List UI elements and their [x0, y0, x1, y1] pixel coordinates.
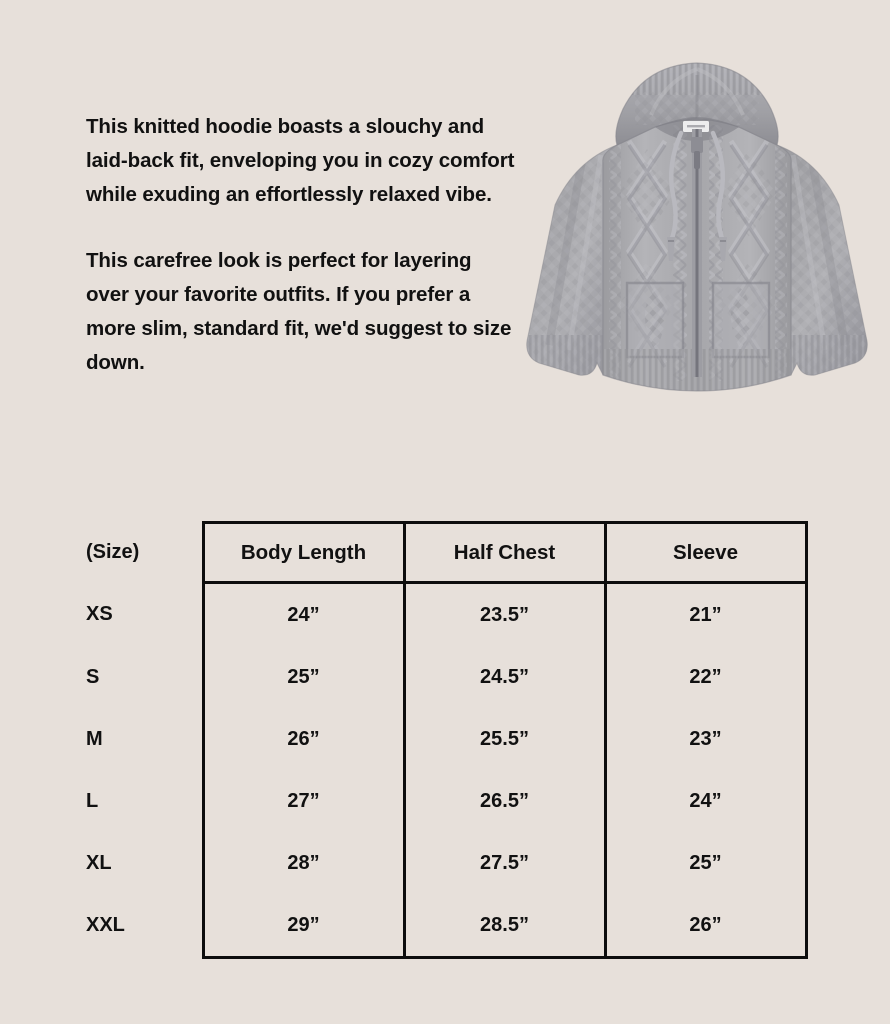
row-sleeve: 23”: [605, 708, 806, 770]
product-image-hoodie: [505, 45, 890, 455]
column-header-half-chest: Half Chest: [404, 523, 605, 583]
size-chart: [86, 521, 806, 961]
row-half-chest: 26.5”: [404, 770, 605, 832]
row-sleeve: 21”: [605, 583, 806, 647]
row-body-length: 27”: [203, 770, 404, 832]
size-column-header: (Size): [86, 541, 140, 563]
row-sleeve: 24”: [605, 770, 806, 832]
row-body-length: 25”: [203, 646, 404, 708]
table-row: [86, 770, 806, 832]
row-sleeve: 25”: [605, 832, 806, 894]
row-body-length: 24”: [203, 583, 404, 647]
row-half-chest: 28.5”: [404, 894, 605, 958]
table-row: [86, 832, 806, 894]
row-size-label: XXL: [86, 914, 125, 937]
row-sleeve: 26”: [605, 894, 806, 958]
size-chart-header: [86, 523, 806, 583]
row-half-chest: 27.5”: [404, 832, 605, 894]
size-chart-table: [86, 521, 808, 959]
row-size-label: L: [86, 789, 99, 812]
column-header-sleeve: Sleeve: [605, 523, 806, 583]
size-chart-body: [86, 583, 806, 958]
row-body-length: 26”: [203, 708, 404, 770]
row-size-label: S: [86, 665, 100, 688]
table-row: [86, 708, 806, 770]
row-size-label: M: [86, 727, 103, 750]
table-row: [86, 583, 806, 647]
description-paragraph-2: This carefree look is perfect for layering over your favorite outfits. If you prefer a more slim, standard fit, we'd suggest to size down.: [86, 249, 512, 374]
row-half-chest: 23.5”: [404, 583, 605, 647]
row-body-length: 29”: [203, 894, 404, 958]
product-description: [86, 110, 516, 380]
description-paragraph-1: This knitted hoodie boasts a slouchy and laid-back fit, enveloping you in cozy comfort while exuding an effortlessly relaxed vibe.: [86, 115, 515, 206]
column-header-body-length: Body Length: [203, 523, 404, 583]
table-row: [86, 894, 806, 958]
row-half-chest: 25.5”: [404, 708, 605, 770]
row-body-length: 28”: [203, 832, 404, 894]
row-half-chest: 24.5”: [404, 646, 605, 708]
table-header-row: [86, 523, 806, 583]
row-sleeve: 22”: [605, 646, 806, 708]
row-size-label: XS: [86, 602, 113, 625]
row-size-label: XL: [86, 851, 112, 874]
table-row: [86, 646, 806, 708]
